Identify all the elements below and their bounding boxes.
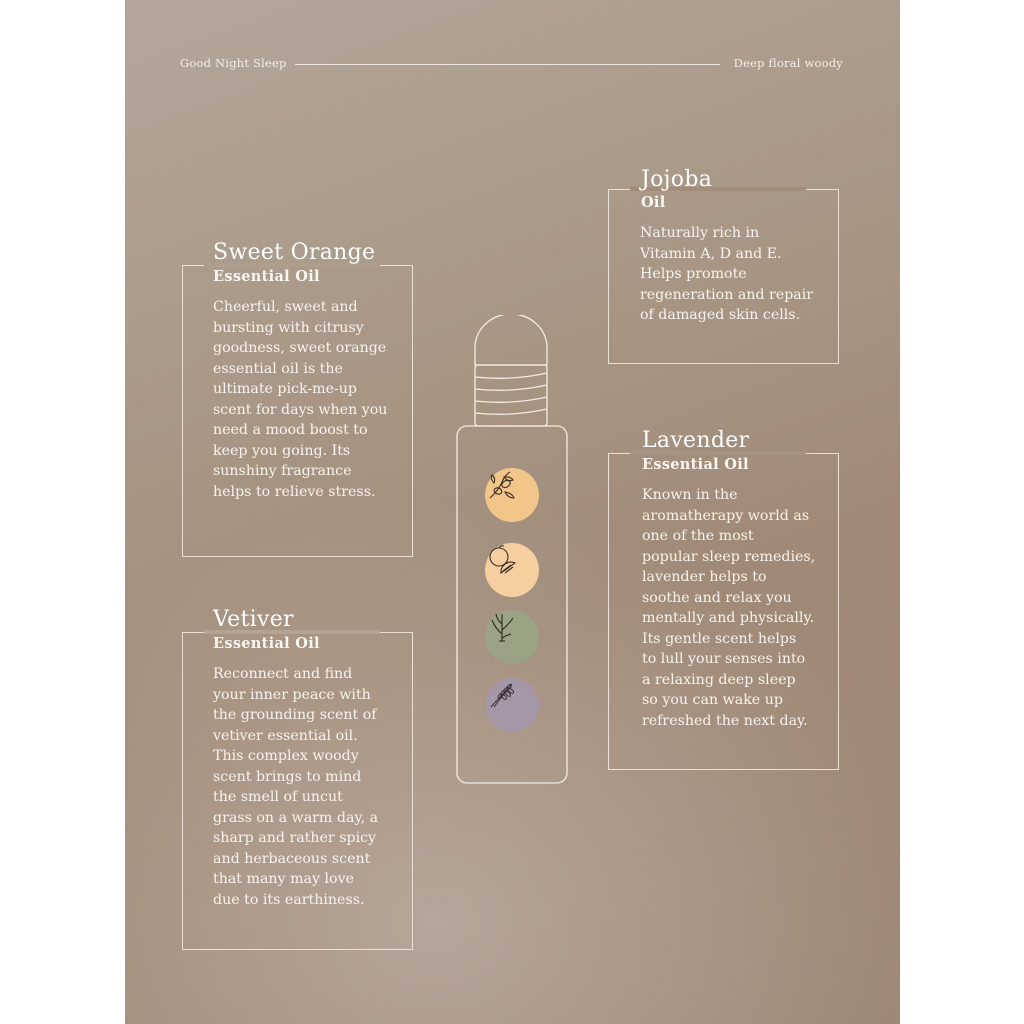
card-body: Known in the aromatherapy world as one of the most popular sleep remedies, lavender helps to soothe and relax you mentally and physically. Its gentle scent helps to lull your senses into a relaxing deep sleep so you can wake up refreshed the next day.: [642, 487, 816, 729]
collection-name: Good Night Sleep: [180, 56, 287, 70]
lavender-icon: [485, 678, 519, 712]
roller-bottle: [455, 315, 575, 795]
card-body: Cheerful, sweet and bursting with citrusy goodness, sweet orange essential oil is the ultimate pick-me-up scent for days when you need a mood boost to keep you going. Its sunshiny fragrance helps to relieve stress.: [213, 299, 388, 500]
card-title: Vetiver: [213, 607, 294, 632]
card-title: Jojoba: [641, 167, 713, 192]
header-bar: [125, 52, 900, 76]
card-subtitle: Essential Oil: [213, 635, 320, 652]
orange-icon: [485, 543, 519, 577]
card-vetiver: [182, 607, 413, 950]
scent-profile: Deep floral woody: [733, 56, 843, 70]
header-divider: [295, 64, 720, 65]
vetiver-icon: [485, 610, 519, 644]
card-jojoba: [608, 167, 839, 364]
orange-dot: [485, 543, 539, 597]
card-lavender: [608, 428, 839, 770]
lavender-dot: [485, 678, 539, 732]
card-subtitle: Oil: [641, 194, 666, 211]
card-title: Sweet Orange: [213, 240, 376, 265]
card-sweet-orange: [182, 240, 413, 557]
product-panel: [125, 0, 900, 1024]
card-subtitle: Essential Oil: [213, 268, 320, 285]
card-body: Naturally rich in Vitamin A, D and E. Helps promote regeneration and repair of damaged skin cells.: [640, 225, 814, 323]
card-title: Lavender: [642, 428, 750, 453]
vetiver-dot: [485, 610, 539, 664]
card-body: Reconnect and find your inner peace with the grounding scent of vetiver essential oil. This complex woody scent brings to mind the smell of uncut grass on a warm day, a sharp and rather spicy and herbaceous scent that many may love due to its earthiness.: [213, 666, 379, 908]
jojoba-icon: [485, 468, 519, 502]
card-subtitle: Essential Oil: [642, 456, 749, 473]
jojoba-dot: [485, 468, 539, 522]
